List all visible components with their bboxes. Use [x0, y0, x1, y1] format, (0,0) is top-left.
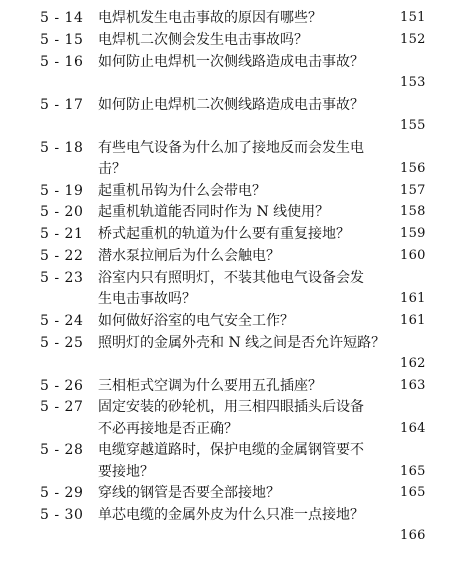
dot-leader	[160, 462, 394, 482]
page-number: 153	[400, 74, 426, 90]
toc-entry-line	[0, 246, 452, 266]
page-number: 161	[400, 312, 426, 328]
dot-leader	[328, 8, 394, 28]
page-number: 159	[400, 226, 426, 242]
toc-entry-line	[0, 268, 452, 288]
entry-title: 潜水泵拉闸后为什么会触电？	[98, 248, 280, 264]
entry-title: 如何防止电焊机一次侧线路造成电击事故？	[98, 53, 364, 70]
toc-entry-continuation	[0, 116, 452, 136]
section-number: 5 - 29	[40, 485, 84, 502]
entry-title: 单芯电缆的金属外皮为什么只准一点接地？	[98, 507, 364, 524]
section-number: 5 - 25	[40, 334, 84, 351]
toc-entry-line	[0, 138, 452, 158]
section-number: 5 - 18	[40, 139, 84, 156]
section-number: 5 - 28	[40, 442, 84, 459]
toc-entry-line	[0, 8, 452, 28]
section-number: 5 - 24	[40, 312, 84, 329]
entry-title: 如何防止电焊机二次侧线路造成电击事故？	[98, 96, 364, 113]
toc-entry-continuation	[0, 289, 452, 309]
dot-leader	[104, 354, 394, 374]
toc-entry-continuation	[0, 462, 452, 482]
dot-leader	[328, 376, 394, 396]
dot-leader	[286, 246, 394, 266]
section-number: 5 - 20	[40, 204, 84, 221]
entry-title: 起重机轨道能否同时作为 N 线使用？	[98, 204, 330, 221]
dot-leader	[202, 289, 394, 309]
toc-entry-line	[0, 397, 452, 417]
toc-entry-line	[0, 440, 452, 460]
dot-leader	[286, 483, 394, 503]
toc-entry-line	[0, 483, 452, 503]
entry-title-continuation: 击？	[98, 160, 126, 177]
entry-title-continuation: 要接地？	[98, 463, 154, 480]
dot-leader	[244, 419, 394, 439]
toc-entry-line	[0, 376, 452, 396]
dot-leader	[314, 30, 394, 50]
page-number: 162	[400, 355, 426, 371]
page-number: 160	[400, 248, 426, 263]
toc-entry-line	[0, 181, 452, 201]
page-number: 156	[400, 160, 426, 176]
toc-entry-line	[0, 311, 452, 331]
page-number: 161	[400, 290, 426, 306]
page-number: 157	[400, 182, 426, 198]
entry-title: 桥式起重机的轨道为什么要有重复接地？	[98, 226, 350, 243]
page-number: 158	[400, 204, 426, 220]
entry-title: 电焊机二次侧会发生电击事故吗？	[98, 31, 308, 48]
toc-entry-line	[0, 333, 452, 353]
entry-title-continuation: 不必再接地是否正确？	[98, 420, 238, 437]
section-number: 5 - 26	[40, 377, 84, 394]
section-number: 5 - 23	[40, 269, 84, 286]
entry-title: 照明灯的金属外壳和 N 线之间是否允许短路？	[98, 334, 386, 351]
section-number: 5 - 16	[40, 53, 84, 70]
toc-entry-continuation	[0, 526, 452, 546]
dot-leader	[104, 116, 394, 136]
page-number: 151	[400, 10, 426, 25]
entry-title: 三相柜式空调为什么要用五孔插座？	[98, 377, 322, 394]
toc-entry-line	[0, 505, 452, 525]
section-number: 5 - 27	[40, 399, 84, 416]
dot-leader	[335, 202, 394, 222]
dot-leader	[356, 224, 394, 244]
toc-entry-line	[0, 202, 452, 222]
page-number: 155	[400, 117, 426, 133]
section-number: 5 - 19	[40, 182, 84, 199]
entry-title: 电焊机发生电击事故的原因有哪些？	[98, 10, 322, 26]
toc-entry-continuation	[0, 354, 452, 374]
toc-entry-line	[0, 224, 452, 244]
section-number: 5 - 22	[40, 248, 84, 264]
entry-title: 固定安装的砂轮机，用三相四眼插头后设备	[98, 399, 364, 416]
page-number: 152	[400, 31, 426, 47]
toc-entry-line	[0, 52, 452, 72]
dot-leader	[300, 311, 394, 331]
dot-leader	[132, 159, 394, 179]
entry-title: 浴室内只有照明灯，不装其他电气设备会发	[98, 269, 364, 286]
page-number: 166	[400, 528, 426, 544]
dot-leader	[104, 73, 394, 93]
page-number: 165	[400, 463, 426, 479]
toc-entry-continuation	[0, 159, 452, 179]
entry-title-continuation: 生电击事故吗？	[98, 290, 196, 307]
entry-title: 穿线的钢管是否要全部接地？	[98, 485, 280, 502]
section-number: 5 - 14	[40, 10, 84, 26]
page-number: 165	[400, 485, 426, 501]
toc-entry-line	[0, 95, 452, 115]
section-number: 5 - 15	[40, 31, 84, 48]
section-number: 5 - 30	[40, 507, 84, 524]
section-number: 5 - 21	[40, 226, 84, 243]
entry-title: 电缆穿越道路时，保护电缆的金属钢管要不	[98, 442, 364, 459]
toc-entry-continuation	[0, 73, 452, 93]
dot-leader	[272, 181, 394, 201]
entry-title: 起重机吊钩为什么会带电？	[98, 182, 266, 199]
page-number: 164	[400, 420, 426, 436]
page-number: 163	[400, 377, 426, 393]
toc-entry-continuation	[0, 419, 452, 439]
dot-leader	[104, 526, 394, 546]
toc-entry-line	[0, 30, 452, 50]
entry-title: 如何做好浴室的电气安全工作？	[98, 312, 294, 329]
entry-title: 有些电气设备为什么加了接地反而会发生电	[98, 139, 364, 156]
section-number: 5 - 17	[40, 96, 84, 113]
